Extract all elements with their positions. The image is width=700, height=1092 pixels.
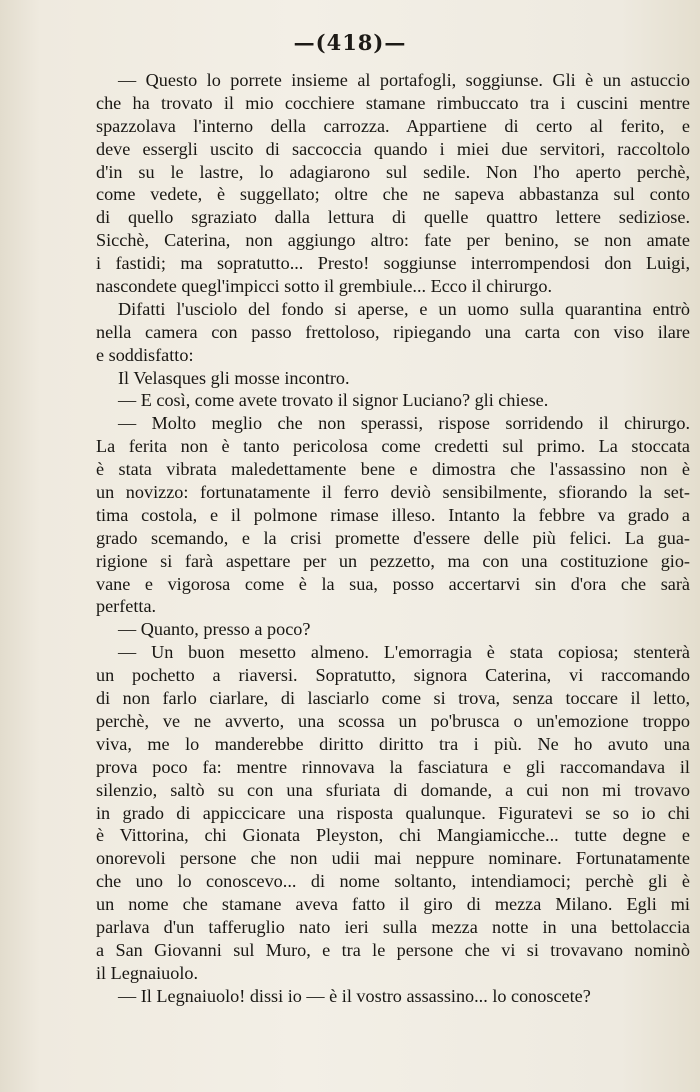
text-line: — Questo lo porrete insieme al portafogli, soggiunse. Gli è un astuccio bbox=[118, 70, 690, 90]
text-line: deve essergli uscito di saccoccia quando i miei due servitori, raccoltolo bbox=[96, 138, 690, 159]
text-line: prova poco fa: mentre rinnovava la fasciatura e gli raccomandava il bbox=[96, 756, 690, 777]
text-line: — Un buon mesetto almeno. L'emorragia è stata copiosa; stenterà bbox=[118, 642, 690, 663]
text-line: Difatti l'usciolo del fondo si aperse, e un uomo sulla quarantina entrò bbox=[118, 298, 690, 319]
text-line: come vedete, è suggellato; oltre che ne sapeva abbastanza sul conto bbox=[96, 184, 690, 205]
text-line: spazzolava l'interno della carrozza. Appartiene di certo al ferito, e bbox=[96, 115, 690, 136]
text-line: che uno lo conoscevo... di nome soltanto, intendiamoci; perchè gli è bbox=[96, 871, 690, 892]
text-line: un nome che stamane aveva fatto il giro di mezza Milano. Egli mi bbox=[96, 894, 690, 915]
text-line: vane e vigorosa come è la sua, posso accertarvi sin d'ora che sarà bbox=[96, 573, 690, 594]
text-line: grado scemando, e la crisi promette d'essere delle più felici. La gua- bbox=[96, 527, 690, 548]
text-line: perchè, ve ne avverto, una scossa un po'brusca o un'emozione troppo bbox=[96, 710, 690, 731]
text-line: rigione si farà aspettare per un pezzetto, ma con una costituzione gio- bbox=[96, 550, 690, 571]
text-line: tima costola, e il polmone rimase illeso. Intanto la febbre va grado a bbox=[96, 504, 690, 525]
text-line: — Il Legnaiuolo! dissi io — è il vostro assassino... lo conoscete? bbox=[118, 985, 591, 1006]
text-line: è stata vibrata maledettamente bene e dimostra che l'assassino non è bbox=[96, 459, 690, 480]
text-line: parlava d'un tafferuglio nato ieri sulla mezza notte in una bettolaccia bbox=[96, 916, 690, 937]
body-text bbox=[96, 69, 690, 1008]
text-line: a San Giovanni sul Muro, e tra le persone che vi si trovavano nominò bbox=[96, 939, 690, 960]
text-line: silenzio, saltò su con una sfuriata di domande, a cui non mi trovavo bbox=[96, 779, 690, 800]
text-line: — Quanto, presso a poco? bbox=[118, 619, 311, 640]
page-number: —(418)— bbox=[293, 30, 407, 55]
text-line: i fastidi; ma sopratutto... Presto! soggiunse interrompendosi don Luigi, bbox=[96, 253, 690, 274]
text-line: che ha trovato il mio cocchiere stamane rimbuccato tra i cuscini mentre bbox=[96, 92, 690, 113]
text-line: di non farlo ciarlare, di lasciarlo come si trova, senza toccare il letto, bbox=[96, 688, 690, 709]
text-line: onorevoli persone che non udii mai neppure nominare. Fortunatamente bbox=[96, 848, 690, 869]
text-line: La ferita non è tanto pericolosa come credetti sul primo. La stoccata bbox=[96, 436, 690, 457]
text-line: d'in su le lastre, lo adagiarono sul sedile. Non l'ho aperto perchè, bbox=[96, 161, 690, 182]
text-line: — Molto meglio che non sperassi, rispose sorridendo il chirurgo. bbox=[118, 413, 690, 434]
text-line: Il Velasques gli mosse incontro. bbox=[118, 367, 350, 388]
text-line: un novizzo: fortunatamente il ferro deviò sensibilmente, sfiorando la set- bbox=[96, 482, 690, 503]
text-line: Sicchè, Caterina, non aggiungo altro: fate per benino, se non amate bbox=[96, 230, 690, 251]
text-line: e soddisfatto: bbox=[96, 344, 194, 365]
text-line: il Legnaiuolo. bbox=[96, 962, 199, 983]
text-line: perfetta. bbox=[96, 596, 157, 617]
text-line: è Vittorina, chi Gionata Pleyston, chi Mangiamicche... tutte degne e bbox=[96, 825, 690, 846]
text-line: in grado di appiccicare una risposta qualunque. Figuratevi se so io chi bbox=[96, 802, 690, 823]
text-line: di quello sgraziato dalla lettura di quelle quattro lettere sediziose. bbox=[96, 207, 690, 228]
text-line: nella camera con passo frettoloso, ripiegando una carta con viso ilare bbox=[96, 321, 690, 342]
text-line: — E così, come avete trovato il signor Luciano? gli chiese. bbox=[118, 390, 549, 411]
text-line: un pochetto a riaversi. Sopratutto, signora Caterina, vi raccomando bbox=[96, 665, 690, 686]
text-line: nascondete quegl'impicci sotto il grembiule... Ecco il chirurgo. bbox=[96, 276, 552, 297]
text-line: viva, me lo manderebbe diritto diritto tra i più. Ne ho avuto una bbox=[96, 733, 690, 754]
